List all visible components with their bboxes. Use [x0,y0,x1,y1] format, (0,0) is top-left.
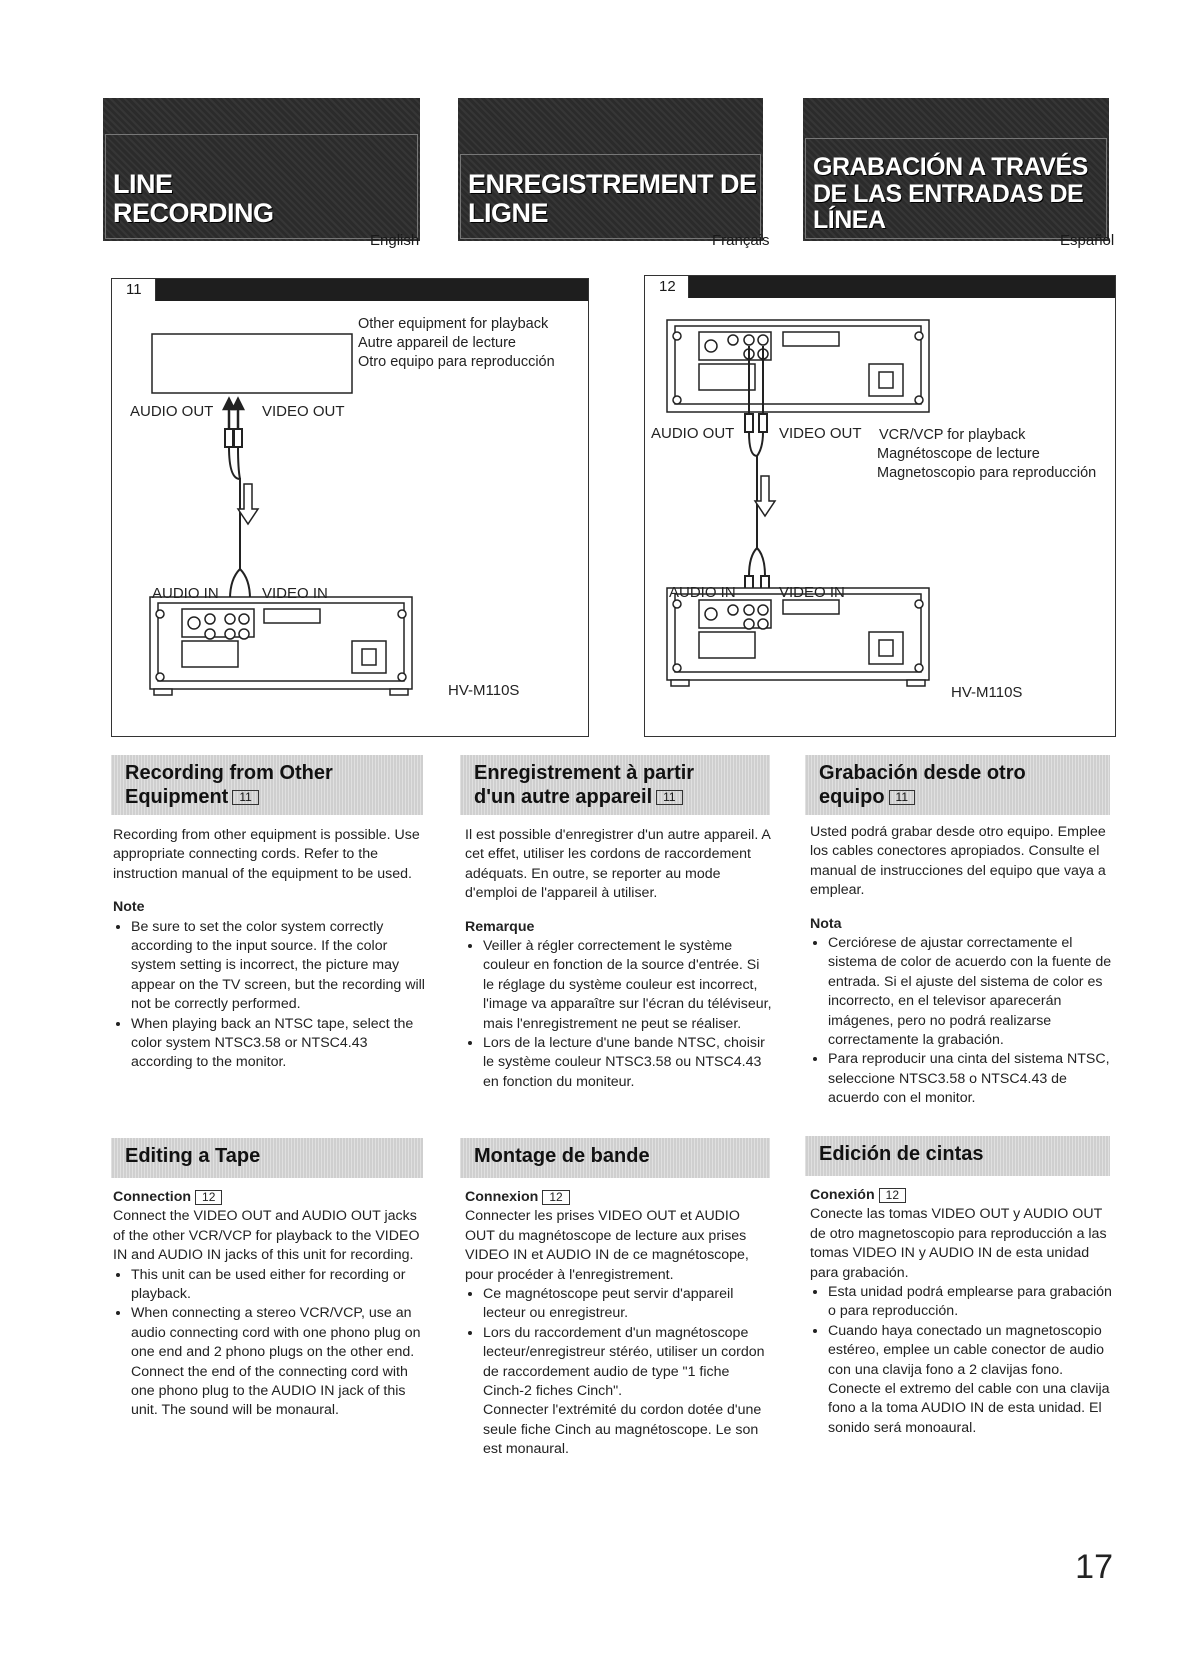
connection-heading [810,1186,1116,1205]
audio-cable [225,429,254,617]
other-equipment-label-2: Autre appareil de lecture [358,335,516,351]
heading-recording-en [111,755,423,815]
other-equipment-box [152,334,352,393]
figure-ref: 12 [542,1190,569,1205]
note-item: • When playing back an NTSC tape, select the color system NTSC3.58 or NTSC4.43 according to the monitor. [131,1015,425,1073]
connection-label: Connexion [465,1189,539,1205]
heading-editing-es [805,1136,1110,1176]
editing-text-es [810,1176,1116,1438]
audio-out-label: AUDIO OUT [651,425,735,442]
heading-title: Edición de cintas [819,1143,984,1165]
connection-diagram [112,279,588,736]
figure-12 [644,275,1116,737]
heading-line-1: Grabación desde otro [819,762,1026,784]
video-in-label: VIDEO IN [779,584,845,601]
vcr-unit [150,597,412,695]
heading-title: Montage de bande [474,1145,650,1167]
language-label-es: Español [1060,232,1115,249]
figure-11 [111,278,589,737]
model-label: HV-M110S [951,684,1023,701]
language-label-en: English [370,232,420,249]
connection-label: Conexión [810,1187,875,1203]
extra-text: Connecter l'extrémité du cordon dotée d'une seule fiche Cinch au magnétoscope. Le son est monaural. [483,1402,762,1458]
heading-line-1: Enregistrement à partir [474,762,695,784]
heading-line-2: d'un autre appareil [474,786,653,808]
body-text: Usted podrá grabar desde otro equipo. Emplee los cables conectores apropiados. Consulte el manual de instrucciones del equipo que vaya a emplear. [810,824,1106,899]
video-out-label: VIDEO OUT [779,425,862,442]
other-equipment-label-3: Otro equipo para reproducción [358,354,555,370]
extra-text: Connect the end of the connecting cord with one phono plug to the AUDIO IN jack of this unit. The sound will be monaural. [131,1363,408,1419]
banner-title-en: LINE RECORDING [113,169,274,228]
heading-recording-fr [460,755,770,815]
note-item: • Para reproducir una cinta del sistema NTSC, seleccione NTSC3.58 o NTSC4.43 de acuerdo con el monitor. [828,1050,1116,1108]
vcr-unit [667,588,929,686]
note-item: • Be sure to set the color system correctly according to the input source. If the color system setting is incorrect, the picture may appear on the TV screen, but the recording will not be correctly performed. [131,918,425,1015]
connection-heading [465,1188,773,1207]
vcr-for-playback-label-1: VCR/VCP for playback [879,427,1026,443]
audio-out-label: AUDIO OUT [130,403,214,420]
heading-line-2: equipo [819,786,885,808]
audio-in-label: AUDIO IN [669,584,736,601]
bullet-item: • This unit can be used either for recording or playback. [131,1266,425,1305]
model-label: HV-M110S [448,682,520,699]
connection-heading [113,1188,425,1207]
note-item: • Veiller à régler correctement le système couleur en fonction de la source d'entrée. Si le réglage du système couleur est incorrect, l'image va apparaître sur l'écran du téléviseur, mais l'enregistrement ne peut se réaliser. [483,937,773,1034]
heading-recording-es [805,755,1110,815]
banner-fr [458,98,763,241]
note-list [810,934,1116,1109]
recording-text-es [810,823,1116,1109]
heading-title: Editing a Tape [125,1145,261,1167]
editing-text-en [113,1178,425,1421]
vcr-for-playback-label-2: Magnétoscope de lecture [877,446,1040,462]
note-item: • Cerciórese de ajustar correctamente el sistema de color de acuerdo con la fuente de entrada. Si el ajuste del sistema de color es incorrecto, en el televisor aparecerán imágenes, pero no podrá realizarse correctamente la grabación. [828,934,1116,1050]
figure-ref: 12 [879,1188,906,1203]
banner-es [803,98,1109,241]
bullet-item: • Esta unidad podrá emplearse para grabación o para reproducción. [828,1283,1116,1322]
note-heading: Nota [810,915,842,932]
playback-vcr-unit [667,320,929,412]
heading-line-1: Recording from Other [125,762,333,784]
heading-line-2: Equipment [125,786,229,808]
bullet-list [810,1283,1116,1438]
bullet-item: • Ce magnétoscope peut servir d'appareil lecteur ou enregistreur. [483,1285,773,1324]
note-list [465,937,773,1092]
recording-text-fr [465,826,773,1092]
figure-ref: 11 [232,790,258,805]
other-equipment-label-1: Other equipment for playback [358,316,549,332]
video-out-label: VIDEO OUT [262,403,345,420]
bullet-item: • Lors du raccordement d'un magnétoscope lecteur/enregistreur stéréo, utiliser un cordon de raccordement audio de type "1 fiche Cinch-2 fiches Cinch". [483,1324,773,1402]
output-arrows [224,399,243,429]
note-list [113,918,425,1073]
note-heading: Note [113,899,145,916]
language-label-fr: Français [712,232,770,249]
bullet-list [113,1266,425,1363]
figure-ref: 11 [656,790,682,805]
editing-text-fr [465,1178,773,1460]
bullet-list [465,1285,773,1401]
body-text: Il est possible d'enregistrer d'un autre appareil. A cet effet, utiliser les cordons de raccordement adéquats. En outre, se reporter au mode d'emploi de l'appareil à utiliser. [465,827,771,902]
bullet-item: • Cuando haya conectado un magnetoscopio estéreo, emplee un cable conector de audio con una clavija fono a 2 clavijas fono. Conecte el extremo del cable con una clavija fono a la toma AUDIO IN de esta unidad. El sonido será monoaural. [828,1322,1116,1438]
figure-ref: 11 [889,790,915,805]
banner-title-es: GRABACIÓN A TRAVÉS DE LAS ENTRADAS DE LÍNEA [813,153,1088,234]
connection-label: Connection [113,1189,192,1205]
figure-number: 11 [112,279,156,301]
body-text: Recording from other equipment is possible. Use appropriate connecting cords. Refer to the instruction manual of the equipment to be used. [113,827,420,882]
bullet-item: • When connecting a stereo VCR/VCP, use an audio connecting cord with one phono plug on one end and 2 phono plugs on the other end. [131,1304,425,1362]
vcr-for-playback-label-3: Magnetoscopio para reproducción [877,465,1097,481]
note-heading: Remarque [465,918,535,935]
banner-en [103,98,420,241]
note-item: • Lors de la lecture d'une bande NTSC, choisir le système couleur NTSC3.58 ou NTSC4.43 en fonction du moniteur. [483,1034,773,1092]
video-in-label: VIDEO IN [262,585,328,602]
recording-text-en [113,826,425,1073]
body-text: Connect the VIDEO OUT and AUDIO OUT jacks of the other VCR/VCP for playback to the VIDEO IN and AUDIO IN jacks of this unit for recording. [113,1208,420,1264]
connection-diagram [645,276,1115,736]
body-text: Conecte las tomas VIDEO OUT y AUDIO OUT de otro magnetoscopio para reproducción a las tomas VIDEO IN y AUDIO IN de esta unidad para grabación. [810,1206,1107,1281]
figure-number: 12 [645,276,689,298]
heading-editing-en [111,1138,423,1178]
heading-editing-fr [460,1138,770,1178]
body-text: Connecter les prises VIDEO OUT et AUDIO OUT du magnétoscope de lecture aux prises VIDEO IN et AUDIO IN de ce magnétoscope, pour procéder à l'enregistrement. [465,1208,749,1283]
banner-title-fr: ENREGISTREMENT DE LIGNE [468,169,757,228]
figure-ref: 12 [195,1190,222,1205]
page-number: 17 [1075,1548,1113,1586]
audio-in-label: AUDIO IN [152,585,219,602]
